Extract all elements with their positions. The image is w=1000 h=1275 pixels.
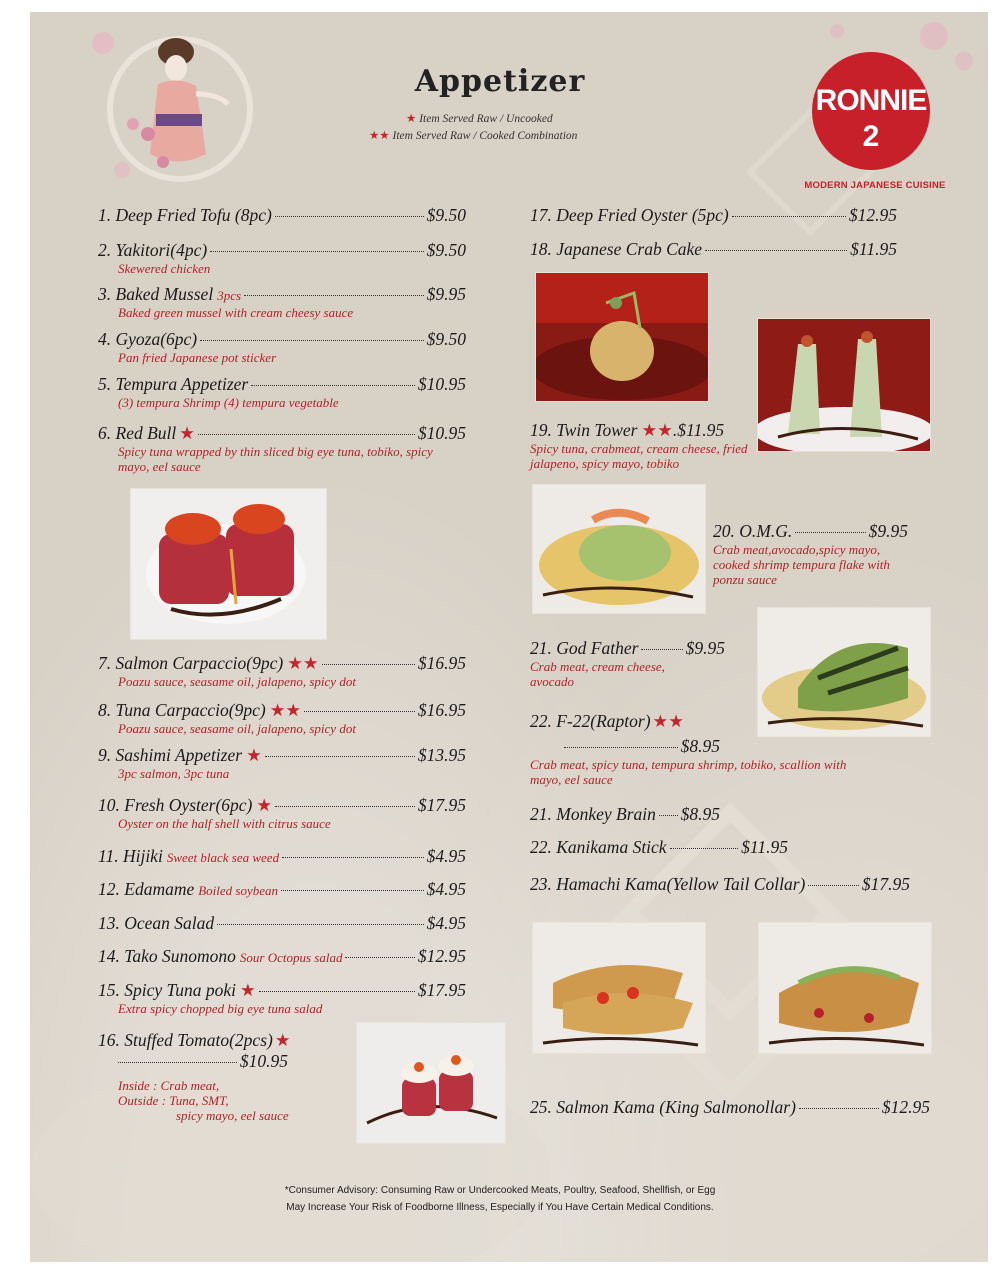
- item-name: 4. Gyoza(6pc): [98, 329, 198, 349]
- item-price: $12.95: [848, 205, 897, 225]
- item-name: 18. Japanese Crab Cake: [530, 239, 703, 259]
- item-price: $9.50: [426, 205, 466, 225]
- item-inline-note: Sweet black sea weed: [166, 850, 280, 865]
- advisory-line: May Increase Your Risk of Foodborne Illness, Especially if You Have Certain Medical Conditions.: [286, 1202, 714, 1213]
- item-price: $4.95: [426, 846, 466, 866]
- combo-stars: ★★: [269, 700, 302, 720]
- item-price: $12.95: [417, 946, 466, 966]
- item-name: 6. Red Bull: [98, 423, 177, 443]
- item-price: $13.95: [417, 745, 466, 765]
- item-name: 23. Hamachi Kama(Yellow Tail Collar): [530, 874, 806, 894]
- raw-star: ★: [240, 980, 256, 1000]
- menu-item: [98, 745, 466, 781]
- legend-stars: ★★: [369, 130, 390, 142]
- item-description: Spicy tuna, crabmeat, cream cheese, fried jalapeno, spicy mayo, tobiko: [530, 441, 748, 471]
- item-name: 21. God Father: [530, 638, 639, 658]
- item-price: $9.95: [868, 521, 908, 541]
- consumer-advisory: [0, 1182, 1000, 1216]
- item-name: 16. Stuffed Tomato(2pcs): [98, 1030, 273, 1050]
- item-name: 12. Edamame: [98, 879, 195, 899]
- legend-star: ★: [406, 113, 417, 125]
- item-price: .$11.95: [672, 420, 725, 440]
- item-price: $4.95: [426, 913, 466, 933]
- legend-raw: [406, 111, 553, 125]
- menu-item: [98, 980, 466, 1016]
- menu-item: [98, 879, 466, 900]
- menu-item: [530, 205, 897, 226]
- legend-combo-text: Item Served Raw / Cooked Combination: [392, 130, 578, 142]
- menu-item: [98, 205, 466, 226]
- restaurant-logo: [812, 52, 930, 170]
- menu-item: [98, 700, 466, 736]
- item-description: Pan fried Japanese pot sticker: [118, 350, 277, 365]
- item-price: $17.95: [861, 874, 910, 894]
- item-name: 22. F-22(Raptor): [530, 711, 651, 731]
- item-description: Spicy tuna wrapped by thin sliced big eye tuna, tobiko, spicy mayo, eel sauce: [118, 444, 433, 474]
- stuffed-tomato-photo: [356, 1022, 506, 1144]
- item-price: $12.95: [881, 1097, 930, 1117]
- raw-star: ★: [179, 423, 195, 443]
- item-price: $9.50: [426, 240, 466, 260]
- hamachi-kama-photo: [532, 922, 706, 1054]
- menu-item: [98, 423, 466, 474]
- item-name: 25. Salmon Kama (King Salmonollar): [530, 1097, 796, 1117]
- item-price: $16.95: [417, 700, 466, 720]
- red-bull-photo: [130, 488, 327, 640]
- item-name: 3. Baked Mussel: [98, 284, 214, 304]
- item-price: $8.95: [680, 736, 720, 756]
- item-description: Inside : Crab meat,: [118, 1078, 220, 1093]
- item-description: (3) tempura Shrimp (4) tempura vegetable: [118, 395, 339, 410]
- item-price: $10.95: [417, 423, 466, 443]
- legend-raw-text: Item Served Raw / Uncooked: [419, 113, 553, 125]
- menu-item: [530, 837, 788, 858]
- legend-combo: [369, 128, 577, 142]
- geisha-illustration: [88, 34, 258, 184]
- item-description: Crab meat, cream cheese, avocado: [530, 659, 665, 689]
- item-price: $9.50: [426, 329, 466, 349]
- combo-stars: ★★: [287, 653, 319, 673]
- menu-item: [530, 638, 725, 689]
- item-inline-note: Boiled soybean: [198, 883, 279, 898]
- menu-item: [530, 874, 910, 895]
- logo-number: 2: [862, 120, 880, 153]
- combo-stars: ★★: [641, 420, 673, 440]
- item-name: 9. Sashimi Appetizer: [98, 745, 243, 765]
- item-name: 2. Yakitori(4pc): [98, 240, 208, 260]
- item-name: 11. Hijiki: [98, 846, 163, 866]
- item-name: 7. Salmon Carpaccio(9pc): [98, 653, 284, 673]
- item-inline-note: Sour Octopus salad: [239, 950, 343, 965]
- menu-item: [98, 946, 466, 967]
- item-price: $17.95: [417, 795, 466, 815]
- twin-tower-photo: [757, 318, 931, 452]
- item-description: Poazu sauce, seasame oil, jalapeno, spicy dot: [118, 674, 356, 689]
- item-name: 5. Tempura Appetizer: [98, 374, 249, 394]
- raw-star: ★: [256, 795, 273, 815]
- item-name: 22. Kanikama Stick: [530, 837, 667, 857]
- menu-item: [98, 846, 466, 867]
- menu-item: [530, 1097, 930, 1118]
- item-price: $8.95: [680, 804, 720, 824]
- omg-photo: [532, 484, 706, 614]
- item-description: Crab meat,avocado,spicy mayo, cooked shrimp tempura flake with ponzu sauce: [713, 542, 890, 587]
- advisory-line: *Consumer Advisory: Consuming Raw or Undercooked Meats, Poultry, Seafood, Shellfish, or Egg: [284, 1185, 716, 1196]
- item-name: 19. Twin Tower: [530, 420, 638, 440]
- item-price: $17.95: [417, 980, 466, 1000]
- item-price: $4.95: [426, 879, 466, 899]
- menu-item: [713, 521, 908, 587]
- item-description: Crab meat, spicy tuna, tempura shrimp, tobiko, scallion with mayo, eel sauce: [530, 757, 847, 787]
- item-name: 20. O.M.G.: [713, 521, 793, 541]
- menu-item: [98, 329, 466, 365]
- item-description: Extra spicy chopped big eye tuna salad: [118, 1001, 323, 1016]
- item-name: 14. Tako Sunomono: [98, 946, 236, 966]
- item-price: $11.95: [741, 837, 788, 857]
- item-name: 15. Spicy Tuna poki: [98, 980, 237, 1000]
- menu-item: [98, 240, 466, 276]
- logo-tagline: MODERN JAPANESE CUISINE: [804, 180, 946, 191]
- item-description: Skewered chicken: [118, 261, 211, 276]
- menu-item: [98, 913, 466, 934]
- menu-item: [530, 420, 750, 471]
- logo-name: RONNIE: [815, 84, 927, 117]
- menu-item: [530, 711, 850, 787]
- item-name: 8. Tuna Carpaccio(9pc): [98, 700, 266, 720]
- menu-item: [530, 804, 720, 825]
- raw-star: ★: [246, 745, 262, 765]
- combo-stars: ★★: [652, 711, 684, 731]
- menu-item: [530, 239, 897, 260]
- crab-cake-photo: [535, 272, 709, 402]
- item-name: 10. Fresh Oyster(6pc): [98, 795, 253, 815]
- item-price: $10.95: [239, 1051, 288, 1071]
- menu-item: [98, 284, 466, 320]
- item-name: 21. Monkey Brain: [530, 804, 656, 824]
- page-title: Appetizer: [414, 64, 586, 99]
- menu-item: [98, 1030, 338, 1123]
- item-description: Poazu sauce, seasame oil, jalapeno, spicy dot: [118, 721, 356, 736]
- item-name: 17. Deep Fried Oyster (5pc): [530, 205, 729, 225]
- menu-item: [98, 795, 466, 831]
- item-description: Outside : Tuna, SMT,: [118, 1093, 229, 1108]
- item-name: 13. Ocean Salad: [98, 913, 215, 933]
- item-description: Baked green mussel with cream cheesy sauce: [118, 305, 354, 320]
- item-price: $16.95: [417, 653, 466, 673]
- item-name: 1. Deep Fried Tofu (8pc): [98, 205, 272, 225]
- item-price: $10.95: [417, 374, 466, 394]
- salmon-kama-photo: [758, 922, 932, 1054]
- item-description: 3pc salmon, 3pc tuna: [118, 766, 230, 781]
- item-price: $9.95: [685, 638, 725, 658]
- item-description: spicy mayo, eel sauce: [176, 1108, 289, 1123]
- raw-star: ★: [274, 1030, 291, 1050]
- item-description: Oyster on the half shell with citrus sauce: [118, 816, 331, 831]
- item-price: $11.95: [850, 239, 897, 259]
- menu-item: [98, 374, 466, 410]
- item-price: $9.95: [426, 284, 466, 304]
- menu-item: [98, 653, 466, 689]
- item-inline-note: 3pcs: [217, 288, 242, 303]
